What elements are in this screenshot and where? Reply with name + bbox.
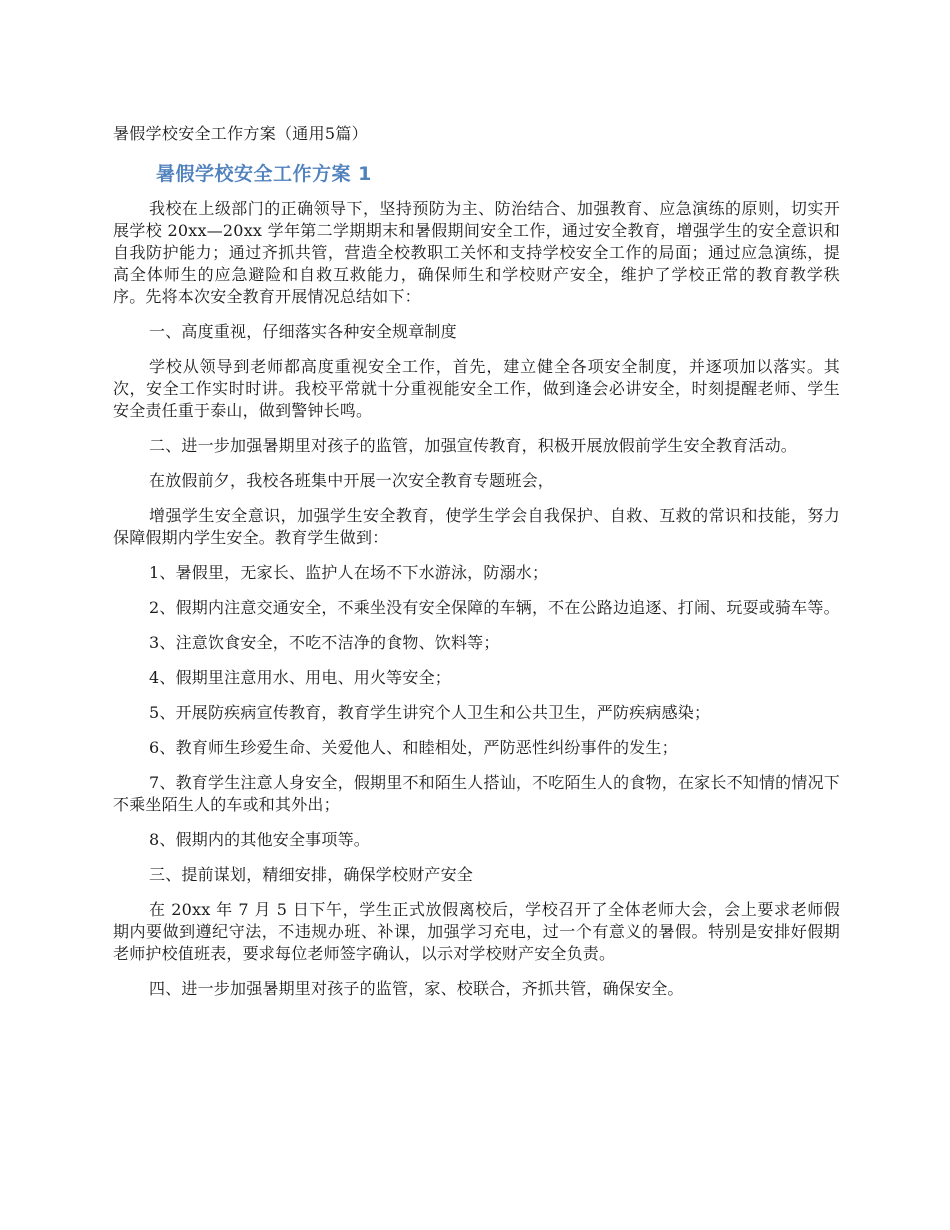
list-item: 4、假期里注意用水、用电、用火等安全； [149, 668, 451, 687]
paragraph-heading-3: 三、提前谋划，精细安排，确保学校财产安全 [149, 865, 474, 884]
list-item: 8、假期内的其他安全事项等。 [149, 830, 370, 849]
paragraph: 在 20xx 年 7 月 5 日下午，学生正式放假离校后，学校召开了全体老师大会，会上要求老师假期内要做到遵纪守法，不违规办班、补课，加强学习充电，过一个有意义的暑假。特别是安排好假期老师护校值班表，要求每位老师签字确认，以示对学校财产安全负责。 [113, 900, 840, 963]
paragraph: 增强学生安全意识，加强学生安全教育，使学生学会自我保护、自救、互救的常识和技能，努力保障假期内学生安全。教育学生做到： [113, 506, 840, 547]
paragraph: 在放假前夕，我校各班集中开展一次安全教育专题班会， [149, 471, 555, 490]
paragraph-intro: 我校在上级部门的正确领导下，坚持预防为主、防治结合、加强教育、应急演练的原则，切实开展学校 20xx—20xx 学年第二学期期末和暑假期间安全工作，通过安全教育，增强学生的安全意识和自我防护能力；通过齐抓共管，营造全校教职工关怀和支持学校安全工作的局面；通过应急演练，提高全体师生的应急避险和自救互救能力，确保师生和学校财产安全，维护了学校正常的教育教学秩序。先将本次安全教育开展情况总结如下： [113, 199, 840, 306]
list-item: 6、教育师生珍爱生命、关爱他人、和睦相处，严防恶性纠纷事件的发生； [149, 738, 678, 757]
paragraph: 学校从领导到老师都高度重视安全工作，首先，建立健全各项安全制度，并逐项加以落实。其次，安全工作实时时讲。我校平常就十分重视能安全工作，做到逢会必讲安全，时刻提醒老师、学生安全责任重于泰山，做到警钟长鸣。 [113, 357, 840, 420]
list-item: 1、暑假里，无家长、监护人在场不下水游泳，防溺水； [149, 563, 549, 582]
paragraph-heading-2: 二、进一步加强暑期里对孩子的监管，加强宣传教育，积极开展放假前学生安全教育活动。 [149, 436, 798, 455]
section-heading: 暑假学校安全工作方案 1 [156, 163, 372, 185]
paragraph-heading-4: 四、进一步加强暑期里对孩子的监管，家、校联合，齐抓共管，确保安全。 [149, 979, 684, 998]
list-item: 2、假期内注意交通安全，不乘坐没有安全保障的车辆，不在公路边追逐、打闹、玩耍或骑车等。 [149, 598, 840, 617]
document-page [113, 122, 840, 1013]
list-item: 3、注意饮食安全，不吃不洁净的食物、饮料等； [149, 633, 500, 652]
list-item: 7、教育学生注意人身安全，假期里不和陌生人搭讪，不吃陌生人的食物，在家长不知情的情况下不乘坐陌生人的车或和其外出； [113, 773, 840, 814]
list-item: 5、开展防疾病宣传教育，教育学生讲究个人卫生和公共卫生，严防疾病感染； [149, 703, 711, 722]
document-title: 暑假学校安全工作方案（通用5篇） [113, 124, 368, 143]
paragraph-heading-1: 一、高度重视，仔细落实各种安全规章制度 [149, 322, 457, 341]
document-body [113, 198, 840, 1000]
